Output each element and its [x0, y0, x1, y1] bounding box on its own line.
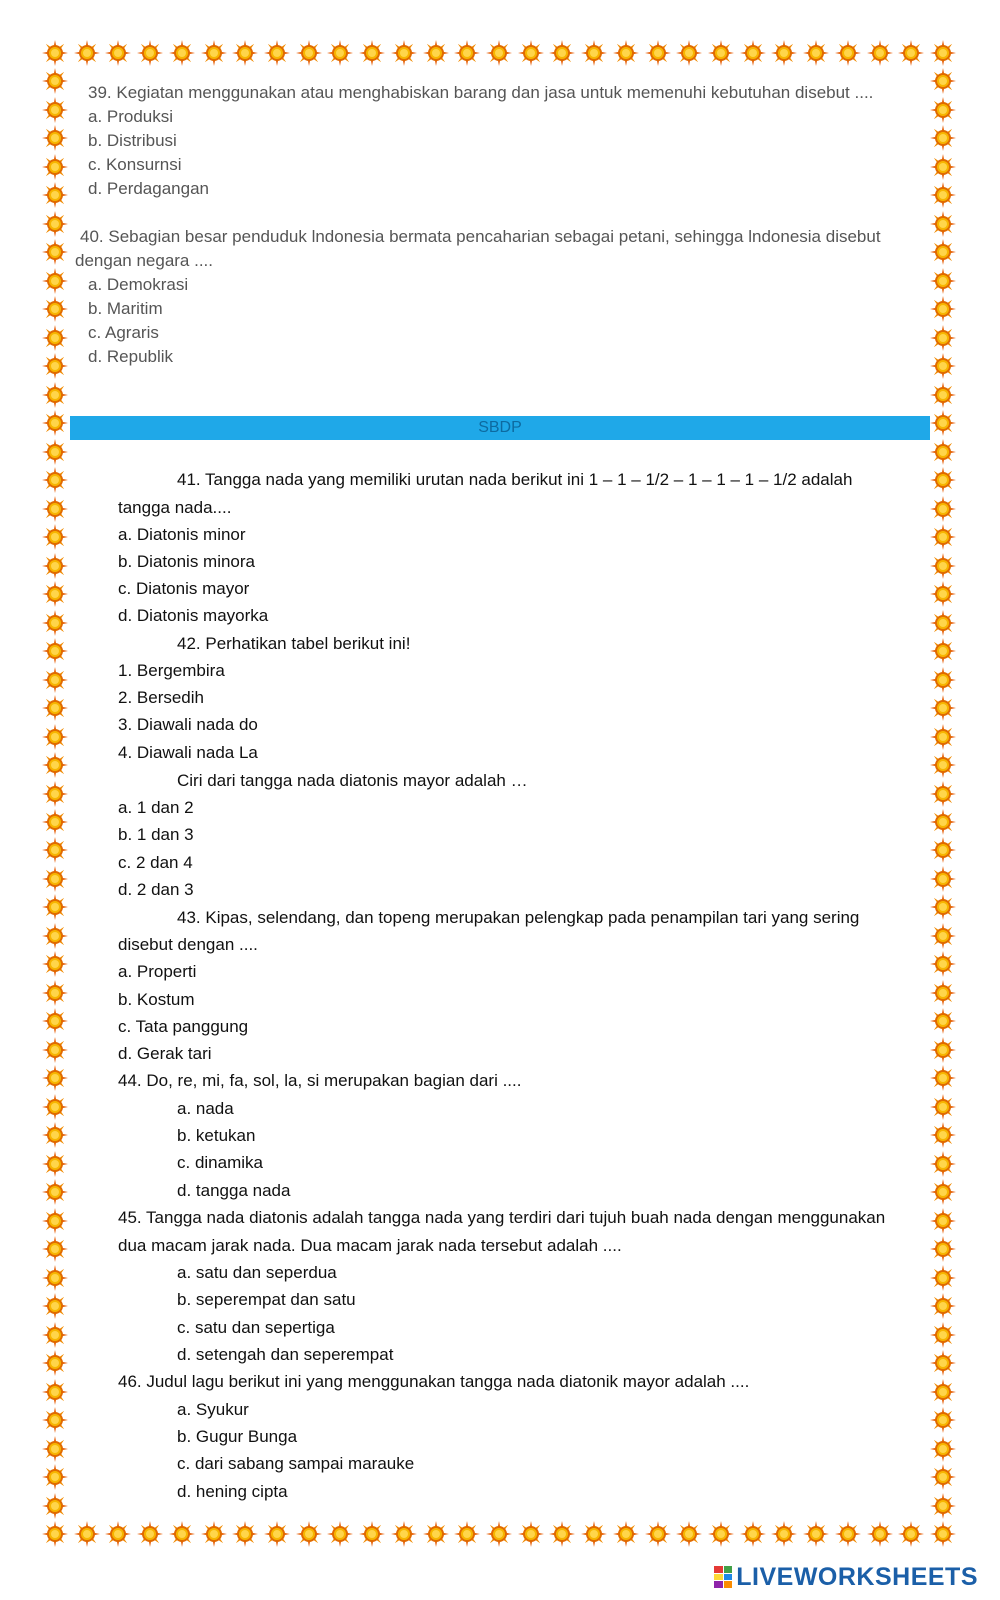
sun-icon — [930, 382, 956, 408]
sun-icon — [42, 211, 68, 237]
q44-option-d: d. tangga nada — [177, 1181, 291, 1200]
sun-icon — [105, 1521, 131, 1547]
sun-icon — [613, 1521, 639, 1547]
sun-icon — [930, 1521, 956, 1547]
sun-icon — [42, 182, 68, 208]
liveworksheets-logo — [714, 1562, 978, 1592]
sun-icon — [930, 894, 956, 920]
sun-icon — [42, 1008, 68, 1034]
sun-icon — [42, 752, 68, 778]
sun-icon — [930, 581, 956, 607]
q42-option-a: a. 1 dan 2 — [118, 798, 194, 817]
sun-icon — [137, 40, 163, 66]
sun-icon — [74, 1521, 100, 1547]
sun-icon — [930, 1008, 956, 1034]
sun-icon — [676, 1521, 702, 1547]
sun-icon — [518, 1521, 544, 1547]
brand-name: LIVEWORKSHEETS — [736, 1562, 978, 1591]
sun-icon — [930, 1265, 956, 1291]
sun-icon — [708, 40, 734, 66]
sun-icon — [930, 1436, 956, 1462]
q45-question-line1: 45. Tangga nada diatonis adalah tangga nada yang terdiri dari tujuh buah nada dengan menggunakan — [118, 1208, 886, 1227]
sun-icon — [42, 667, 68, 693]
sun-icon — [42, 894, 68, 920]
sun-icon — [930, 781, 956, 807]
sun-icon — [42, 724, 68, 750]
sun-icon — [42, 809, 68, 835]
sun-icon — [930, 1094, 956, 1120]
sun-icon — [867, 1521, 893, 1547]
sun-icon — [930, 695, 956, 721]
sun-icon — [42, 154, 68, 180]
sun-icon — [42, 1464, 68, 1490]
q43-option-c: c. Tata panggung — [118, 1017, 249, 1036]
sun-icon — [581, 40, 607, 66]
sun-icon — [42, 1265, 68, 1291]
q43-question-line1: 43. Kipas, selendang, dan topeng merupakan pelengkap pada penampilan tari yang sering — [177, 908, 860, 927]
sun-icon — [930, 1407, 956, 1433]
sun-icon — [930, 1151, 956, 1177]
sun-icon — [391, 1521, 417, 1547]
sun-icon — [42, 866, 68, 892]
sun-icon — [42, 1179, 68, 1205]
sun-icon — [42, 837, 68, 863]
sun-icon — [42, 1065, 68, 1091]
sun-icon — [42, 410, 68, 436]
sun-icon — [42, 923, 68, 949]
q45-option-b: b. seperempat dan satu — [177, 1290, 356, 1309]
sun-icon — [42, 1122, 68, 1148]
sun-icon — [803, 1521, 829, 1547]
sun-icon — [327, 40, 353, 66]
sun-icon — [930, 296, 956, 322]
sun-icon — [359, 1521, 385, 1547]
sun-icon — [486, 40, 512, 66]
sun-icon — [423, 40, 449, 66]
sun-icon — [232, 40, 258, 66]
sun-icon — [835, 1521, 861, 1547]
sun-icon — [42, 382, 68, 408]
q41-question-line1: 41. Tangga nada yang memiliki urutan nada berikut ini 1 – 1 – 1/2 – 1 – 1 – 1 – 1/2 adalah — [177, 470, 853, 489]
sun-icon — [771, 1521, 797, 1547]
sun-icon — [42, 239, 68, 265]
q40-question-line1: 40. Sebagian besar penduduk lndonesia bermata pencaharian sebagai petani, sehingga lndonesia disebut — [80, 227, 881, 246]
q40-option-a: a. Demokrasi — [88, 275, 189, 294]
sun-icon — [930, 638, 956, 664]
sun-icon — [930, 1464, 956, 1490]
sun-icon — [930, 923, 956, 949]
sun-icon — [327, 1521, 353, 1547]
sun-icon — [42, 638, 68, 664]
q45-option-c: c. satu dan sepertiga — [177, 1318, 335, 1337]
sun-icon — [930, 1293, 956, 1319]
sun-icon — [549, 1521, 575, 1547]
sun-icon — [486, 1521, 512, 1547]
sun-icon — [296, 40, 322, 66]
sun-icon — [42, 1436, 68, 1462]
sun-icon — [930, 211, 956, 237]
q46-option-a: a. Syukur — [177, 1400, 249, 1419]
sun-icon — [42, 980, 68, 1006]
sun-icon — [359, 40, 385, 66]
sun-icon — [296, 1521, 322, 1547]
sun-icon — [708, 1521, 734, 1547]
q42-item-1: 1. Bergembira — [118, 661, 225, 680]
sun-icon — [930, 40, 956, 66]
sun-icon — [391, 40, 417, 66]
q42-item-2: 2. Bersedih — [118, 688, 204, 707]
q40-option-b: b. Maritim — [88, 299, 163, 318]
sun-icon — [930, 268, 956, 294]
sun-icon — [42, 1094, 68, 1120]
q39-option-a: a. Produksi — [88, 107, 174, 126]
sun-icon — [930, 125, 956, 151]
sun-icon — [930, 1208, 956, 1234]
section-header-bar — [70, 416, 930, 440]
sun-icon — [42, 553, 68, 579]
sun-icon — [137, 1521, 163, 1547]
q46-option-c: c. dari sabang sampai marauke — [177, 1454, 415, 1473]
sun-icon — [930, 1379, 956, 1405]
sun-icon — [42, 125, 68, 151]
sun-icon — [42, 1493, 68, 1519]
sun-icon — [930, 1493, 956, 1519]
sun-icon — [42, 496, 68, 522]
sun-icon — [105, 40, 131, 66]
sun-icon — [454, 1521, 480, 1547]
q42-prompt: Ciri dari tangga nada diatonis mayor adalah … — [177, 771, 528, 790]
sun-icon — [42, 296, 68, 322]
sun-icon — [201, 1521, 227, 1547]
sun-icon — [201, 40, 227, 66]
sun-icon — [42, 951, 68, 977]
sun-icon — [740, 40, 766, 66]
sun-icon — [898, 40, 924, 66]
q42-option-b: b. 1 dan 3 — [118, 825, 194, 844]
sun-icon — [423, 1521, 449, 1547]
q41-option-b: b. Diatonis minora — [118, 552, 256, 571]
sun-icon — [232, 1521, 258, 1547]
sun-icon — [42, 1236, 68, 1262]
q46-option-d: d. hening cipta — [177, 1482, 288, 1501]
sun-icon — [930, 980, 956, 1006]
sun-icon — [930, 951, 956, 977]
sun-icon — [930, 837, 956, 863]
logo-icon — [714, 1566, 732, 1588]
q44-option-c: c. dinamika — [177, 1153, 263, 1172]
q42-item-4: 4. Diawali nada La — [118, 743, 258, 762]
sun-icon — [930, 97, 956, 123]
sun-icon — [930, 182, 956, 208]
q43-option-a: a. Properti — [118, 962, 197, 981]
sun-icon — [42, 1521, 68, 1547]
sun-icon — [930, 752, 956, 778]
sun-icon — [518, 40, 544, 66]
sun-icon — [930, 353, 956, 379]
q39-option-c: c. Konsurnsi — [88, 155, 182, 174]
sun-icon — [42, 581, 68, 607]
q45-question-line2: dua macam jarak nada. Dua macam jarak nada tersebut adalah .... — [118, 1236, 622, 1255]
sun-icon — [835, 40, 861, 66]
sun-icon — [930, 524, 956, 550]
sun-icon — [42, 467, 68, 493]
q39-option-b: b. Distribusi — [88, 131, 177, 150]
q43-option-d: d. Gerak tari — [118, 1044, 212, 1063]
sun-icon — [930, 1236, 956, 1262]
q42-item-3: 3. Diawali nada do — [118, 715, 258, 734]
sun-icon — [42, 1379, 68, 1405]
sun-icon — [264, 40, 290, 66]
q41-option-c: c. Diatonis mayor — [118, 579, 250, 598]
sun-icon — [930, 154, 956, 180]
sun-icon — [42, 1407, 68, 1433]
sun-icon — [42, 1208, 68, 1234]
sun-icon — [930, 239, 956, 265]
sun-icon — [930, 467, 956, 493]
sun-icon — [42, 1037, 68, 1063]
sun-icon — [454, 40, 480, 66]
sun-icon — [930, 724, 956, 750]
q43-question-line2: disebut dengan .... — [118, 935, 258, 954]
q45-option-d: d. setengah dan seperempat — [177, 1345, 394, 1364]
sun-icon — [898, 1521, 924, 1547]
sun-icon — [169, 40, 195, 66]
q39-question: 39. Kegiatan menggunakan atau menghabiskan barang dan jasa untuk memenuhi kebutuhan disebut .... — [88, 83, 874, 102]
sun-icon — [42, 1322, 68, 1348]
sun-icon — [42, 781, 68, 807]
sun-icon — [42, 695, 68, 721]
sun-icon — [930, 1122, 956, 1148]
sun-icon — [42, 40, 68, 66]
sun-icon — [42, 610, 68, 636]
q46-question: 46. Judul lagu berikut ini yang menggunakan tangga nada diatonik mayor adalah .... — [118, 1372, 750, 1391]
sun-icon — [930, 1350, 956, 1376]
section-title: SBDP — [478, 419, 522, 436]
sun-icon — [42, 353, 68, 379]
q42-question: 42. Perhatikan tabel berikut ini! — [177, 634, 411, 653]
sun-icon — [930, 610, 956, 636]
sun-icon — [867, 40, 893, 66]
q43-option-b: b. Kostum — [118, 990, 195, 1009]
sun-icon — [930, 68, 956, 94]
sun-icon — [930, 866, 956, 892]
q41-option-d: d. Diatonis mayorka — [118, 606, 269, 625]
sun-icon — [676, 40, 702, 66]
q40-option-c: c. Agraris — [88, 323, 159, 342]
sun-icon — [930, 809, 956, 835]
sun-icon — [930, 496, 956, 522]
q44-option-b: b. ketukan — [177, 1126, 256, 1145]
sun-icon — [549, 40, 575, 66]
sun-icon — [613, 40, 639, 66]
sun-icon — [803, 40, 829, 66]
sun-icon — [930, 439, 956, 465]
q44-question: 44. Do, re, mi, fa, sol, la, si merupakan bagian dari .... — [118, 1071, 522, 1090]
sun-icon — [264, 1521, 290, 1547]
q46-option-b: b. Gugur Bunga — [177, 1427, 298, 1446]
sun-icon — [930, 553, 956, 579]
q40-option-d: d. Republik — [88, 347, 174, 366]
sun-icon — [42, 439, 68, 465]
sun-icon — [930, 1179, 956, 1205]
sun-icon — [42, 268, 68, 294]
sun-icon — [581, 1521, 607, 1547]
sun-icon — [42, 1293, 68, 1319]
q39-option-d: d. Perdagangan — [88, 179, 209, 198]
sun-icon — [42, 325, 68, 351]
sun-icon — [42, 524, 68, 550]
sun-icon — [771, 40, 797, 66]
sun-icon — [930, 1065, 956, 1091]
sun-icon — [169, 1521, 195, 1547]
sun-icon — [930, 325, 956, 351]
sun-icon — [645, 40, 671, 66]
sun-icon — [740, 1521, 766, 1547]
q45-option-a: a. satu dan seperdua — [177, 1263, 337, 1282]
sun-icon — [930, 410, 956, 436]
sun-icon — [42, 1151, 68, 1177]
sun-icon — [930, 1037, 956, 1063]
q41-option-a: a. Diatonis minor — [118, 525, 246, 544]
sun-icon — [645, 1521, 671, 1547]
q42-option-c: c. 2 dan 4 — [118, 853, 193, 872]
q42-option-d: d. 2 dan 3 — [118, 880, 194, 899]
q40-question-line2: dengan negara .... — [75, 251, 214, 270]
q41-question-line2: tangga nada.... — [118, 498, 232, 517]
sun-icon — [930, 1322, 956, 1348]
sun-icon — [42, 97, 68, 123]
sun-icon — [74, 40, 100, 66]
q44-option-a: a. nada — [177, 1099, 234, 1118]
sun-icon — [930, 667, 956, 693]
sun-icon — [42, 68, 68, 94]
sun-icon — [42, 1350, 68, 1376]
